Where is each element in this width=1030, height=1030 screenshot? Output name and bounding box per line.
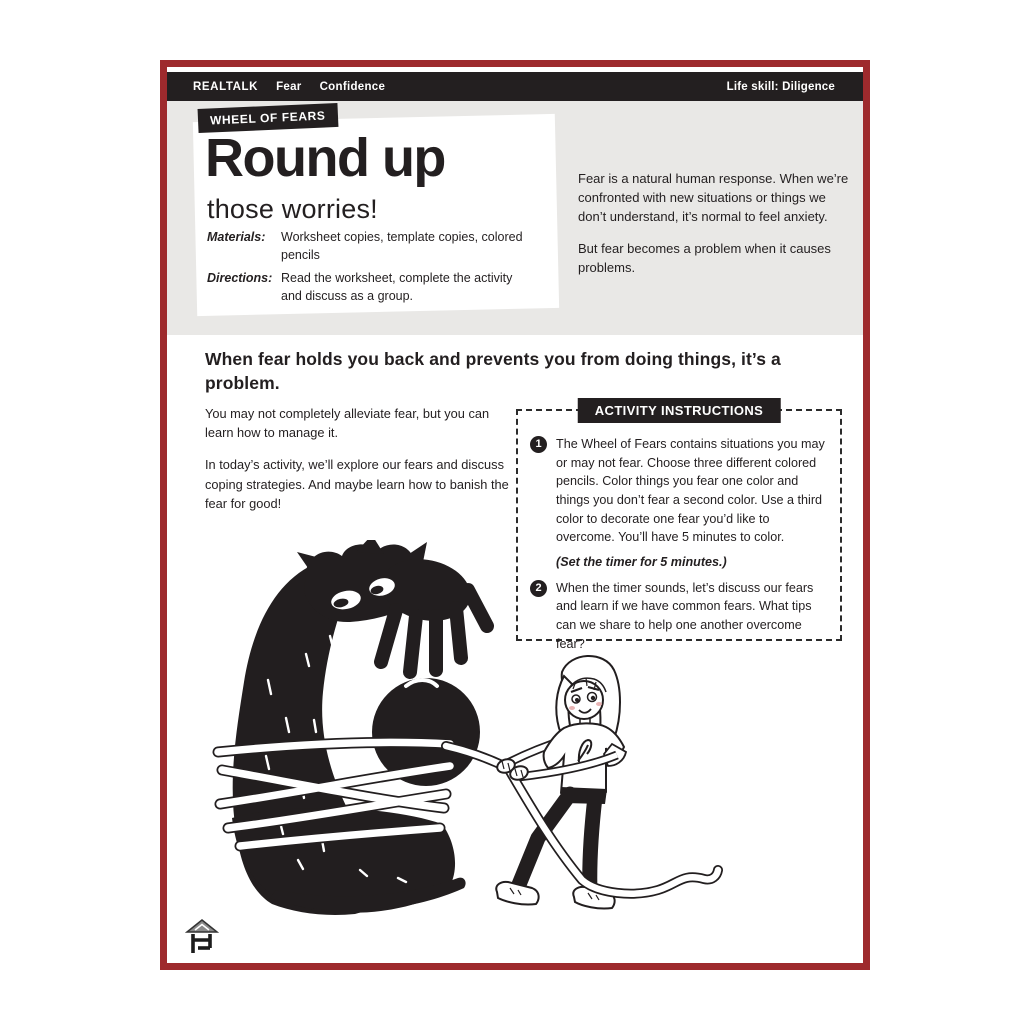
publisher-house-logo-icon <box>185 917 219 957</box>
activity-instructions-label: ACTIVITY INSTRUCTIONS <box>578 398 781 423</box>
header-tag-fear: Fear <box>276 80 302 93</box>
timer-note: (Set the timer for 5 minutes.) <box>556 554 727 569</box>
life-skill-label: Life skill: Diligence <box>726 80 835 93</box>
materials-label: Materials: <box>207 230 266 244</box>
brand-realtalk: REALTALK <box>193 80 259 93</box>
directions-label: Directions: <box>207 271 273 285</box>
header-tag-confidence: Confidence <box>319 80 386 93</box>
step-1-number-icon: 1 <box>530 436 547 453</box>
materials-text: Worksheet copies, template copies, colored pencils <box>281 230 523 262</box>
directions-row <box>207 270 523 305</box>
wheel-of-fears-badge: WHEEL OF FEARS <box>198 103 338 133</box>
intro-copy <box>578 170 856 291</box>
materials-row <box>207 229 523 264</box>
header-bar <box>167 72 863 101</box>
body-paragraph-1: You may not completely alleviate fear, but you can learn how to manage it. <box>205 406 490 441</box>
directions-text: Read the worksheet, complete the activity and discuss as a group. <box>281 271 513 303</box>
page-title: Round up <box>205 128 445 188</box>
page-frame <box>160 60 870 970</box>
body-copy <box>205 404 519 526</box>
tug-of-war-illustration <box>210 540 730 960</box>
fear-monster-figure <box>232 540 487 915</box>
intro-paragraph-1: Fear is a natural human response. When we’re confronted with new situations or things we don’t understand, it’s normal to feel anxiety. <box>578 171 849 224</box>
step-2-text: When the timer sounds, let’s discuss our fears and learn if we have common fears. What tips can we share to help one another overcome fear? <box>556 580 814 651</box>
step-1-text: The Wheel of Fears contains situations you may or may not fear. Choose three different colored pencils. Color things you fear one color and things you don’t fear a second color. Use a third color to decorate one fear you’d like to overcome. You’ll have 5 minutes to color. <box>556 437 825 545</box>
body-paragraph-2: In today’s activity, we’ll explore our fears and discuss coping strategies. And maybe learn how to banish the fear for good! <box>205 457 509 511</box>
section-heading: When fear holds you back and prevents you from doing things, it’s a problem. <box>205 349 781 393</box>
activity-step-1 <box>530 435 830 547</box>
step-2-number-icon: 2 <box>530 580 547 597</box>
page-subtitle: those worries! <box>207 194 378 224</box>
intro-paragraph-2: But fear becomes a problem when it causes problems. <box>578 240 831 275</box>
girl-hands <box>495 757 529 782</box>
